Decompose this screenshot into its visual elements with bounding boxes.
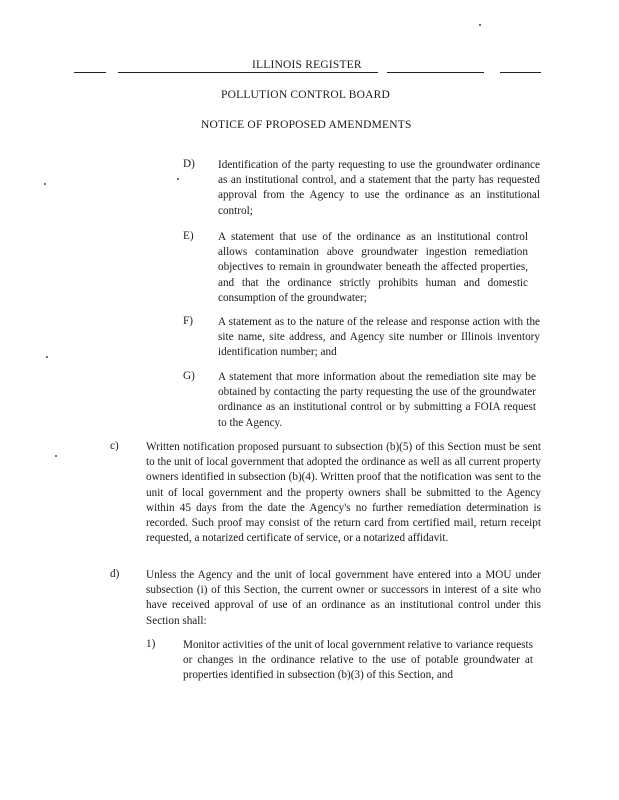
item-text-d: Identification of the party requesting to use the groundwater ordinance as an institutional control, and a statement that the party has requested approval from the Agency to use the ordinance as an institutional control; — [218, 159, 540, 217]
notice-title: NOTICE OF PROPOSED AMENDMENTS — [201, 119, 412, 131]
board-title: POLLUTION CONTROL BOARD — [221, 89, 391, 101]
scan-speck — [177, 178, 179, 180]
item-text-g: A statement that more information about the remediation site may be obtained by contacting the party requesting the use of the groundwater ordinance as an institutional control or by submitting a FOIA request to the Agency. — [218, 371, 536, 429]
scan-speck — [479, 24, 481, 26]
header-rule-3 — [387, 72, 484, 73]
item-label-c: c) — [110, 440, 119, 452]
scan-speck — [55, 455, 57, 457]
item-label-f: F) — [183, 315, 193, 327]
register-title: ILLINOIS REGISTER — [252, 59, 362, 71]
item-text-1: Monitor activities of the unit of local government relative to variance requests or changes in the ordinance relative to the use of potable groundwater at properties identified in subsection (b)(3) of this Section, and — [183, 639, 533, 682]
item-text-e: A statement that use of the ordinance as an institutional control allows contamination above groundwater ingestion remediation objectives to remain in groundwater beneath the affected properties, and that the ordinance strictly prohibits human and domestic consumption of the groundwater; — [218, 231, 528, 304]
scan-speck — [44, 183, 46, 185]
item-text-f: A statement as to the nature of the release and response action with the site name, site address, and Agency site number or Illinois inventory identification number; and — [218, 316, 540, 359]
item-label-1: 1) — [146, 638, 156, 650]
header-rule-1 — [74, 72, 106, 73]
item-label-d-lower: d) — [110, 568, 120, 580]
item-text-d-lower: Unless the Agency and the unit of local government have entered into a MOU under subsection (i) of this Section, the current owner or successors in interest of a site who have received approval of use of an ordinance as an institutional control under this Section shall: — [146, 569, 541, 627]
item-label-d: D) — [183, 158, 195, 170]
scan-speck — [46, 356, 48, 358]
header-rule-2 — [118, 72, 378, 73]
item-label-e: E) — [183, 230, 194, 242]
item-label-g: G) — [183, 370, 195, 382]
item-text-c: Written notification proposed pursuant to subsection (b)(5) of this Section must be sent to the unit of local government that adopted the ordinance as well as all current property owners identified in subsection (b)(4). Written proof that the notification was sent to the unit of local government and the property owners shall be submitted to the Agency within 45 days from the date the Agency's no further remediation determination is recorded. Such proof may consist of the return card from certified mail, return receipt requested, a notarized certificate of service, or a notarized affidavit. — [146, 441, 541, 545]
header-rule-4 — [500, 72, 541, 73]
